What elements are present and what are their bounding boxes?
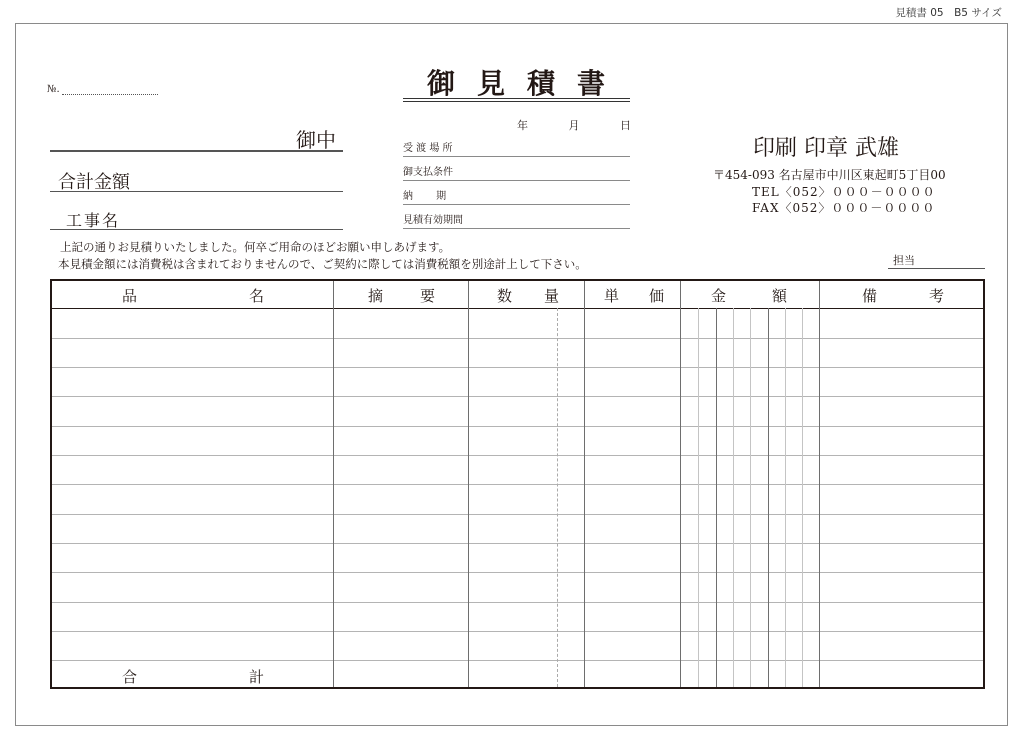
column-line — [680, 281, 681, 687]
header-item-2: 名 — [249, 287, 265, 305]
header-amount-2: 額 — [772, 287, 788, 305]
header-summary-2: 要 — [420, 287, 436, 305]
row-line — [52, 514, 983, 515]
message-line-2: 本見積金額には消費税は含まれておりませんので、ご契約に際しては消費税額を別途計上して下さい。 — [58, 257, 587, 271]
work-name-label: 工事名 — [66, 211, 121, 230]
column-line — [584, 281, 585, 687]
recipient-line — [50, 150, 343, 152]
total-amount-label: 合計金額 — [58, 172, 130, 193]
row-line — [52, 660, 983, 661]
amount-digit-line — [785, 308, 786, 687]
document-title: 御見積書 — [426, 67, 627, 100]
row-line — [52, 396, 983, 397]
company-tel: TEL〈052〉０００－００００ — [752, 185, 936, 199]
date-year: 年 — [517, 119, 528, 132]
company-name: 印刷 印章 武雄 — [753, 136, 899, 161]
row-line — [52, 572, 983, 573]
amount-digit-line — [768, 308, 769, 687]
total-row-label-1: 合 — [122, 668, 138, 686]
column-line-dashed — [557, 308, 558, 687]
work-name-line — [50, 229, 343, 230]
row-line — [52, 367, 983, 368]
header-separator — [52, 308, 983, 309]
row-line — [52, 338, 983, 339]
row-line — [52, 426, 983, 427]
amount-digit-line — [716, 308, 717, 687]
amount-digit-line — [698, 308, 699, 687]
amount-digit-line — [750, 308, 751, 687]
header-price-2: 価 — [649, 287, 665, 305]
message-line-1: 上記の通りお見積りいたしました。何卒ご用命のほどお願い申しあげます。 — [60, 240, 451, 254]
column-line — [819, 281, 820, 687]
field-validity-period: 見積有効期間 — [403, 211, 630, 229]
person-in-charge-line — [888, 268, 985, 269]
estimate-table — [50, 279, 985, 689]
header-amount-1: 金 — [711, 287, 727, 305]
row-line — [52, 484, 983, 485]
row-line — [52, 543, 983, 544]
number-label: №. — [47, 84, 60, 95]
date-month: 月 — [568, 119, 580, 132]
row-line — [52, 602, 983, 603]
number-dotted-line — [62, 94, 158, 95]
header-qty-1: 数 — [497, 287, 513, 305]
column-line — [333, 281, 334, 687]
header-price-1: 単 — [604, 287, 620, 305]
header-summary-1: 摘 — [368, 287, 384, 305]
title-underline — [403, 98, 630, 99]
recipient-suffix: 御中 — [296, 128, 336, 152]
header-notes-1: 備 — [862, 287, 878, 305]
field-delivery-place: 受 渡 場 所 — [403, 139, 630, 157]
date-line — [480, 117, 631, 133]
header-item-1: 品 — [122, 287, 138, 305]
person-in-charge-label: 担当 — [893, 254, 915, 267]
amount-digit-line — [733, 308, 734, 687]
field-delivery-date: 納 期 — [403, 187, 630, 205]
company-fax: FAX〈052〉０００－００００ — [752, 201, 936, 215]
amount-digit-line — [802, 308, 803, 687]
field-payment-terms: 御支払条件 — [403, 163, 630, 181]
row-line — [52, 455, 983, 456]
column-line — [468, 281, 469, 687]
total-amount-line — [50, 191, 343, 192]
title-underline-2 — [403, 101, 630, 102]
total-row-label-2: 計 — [249, 668, 265, 686]
date-day: 日 — [620, 119, 631, 132]
header-notes-2: 考 — [929, 287, 945, 305]
company-address: 〒454-093 名古屋市中川区東起町5丁目00 — [713, 168, 946, 182]
form-caption: 見積書 05 B5 サイズ — [895, 7, 1002, 19]
header-qty-2: 量 — [544, 287, 560, 305]
row-line — [52, 631, 983, 632]
